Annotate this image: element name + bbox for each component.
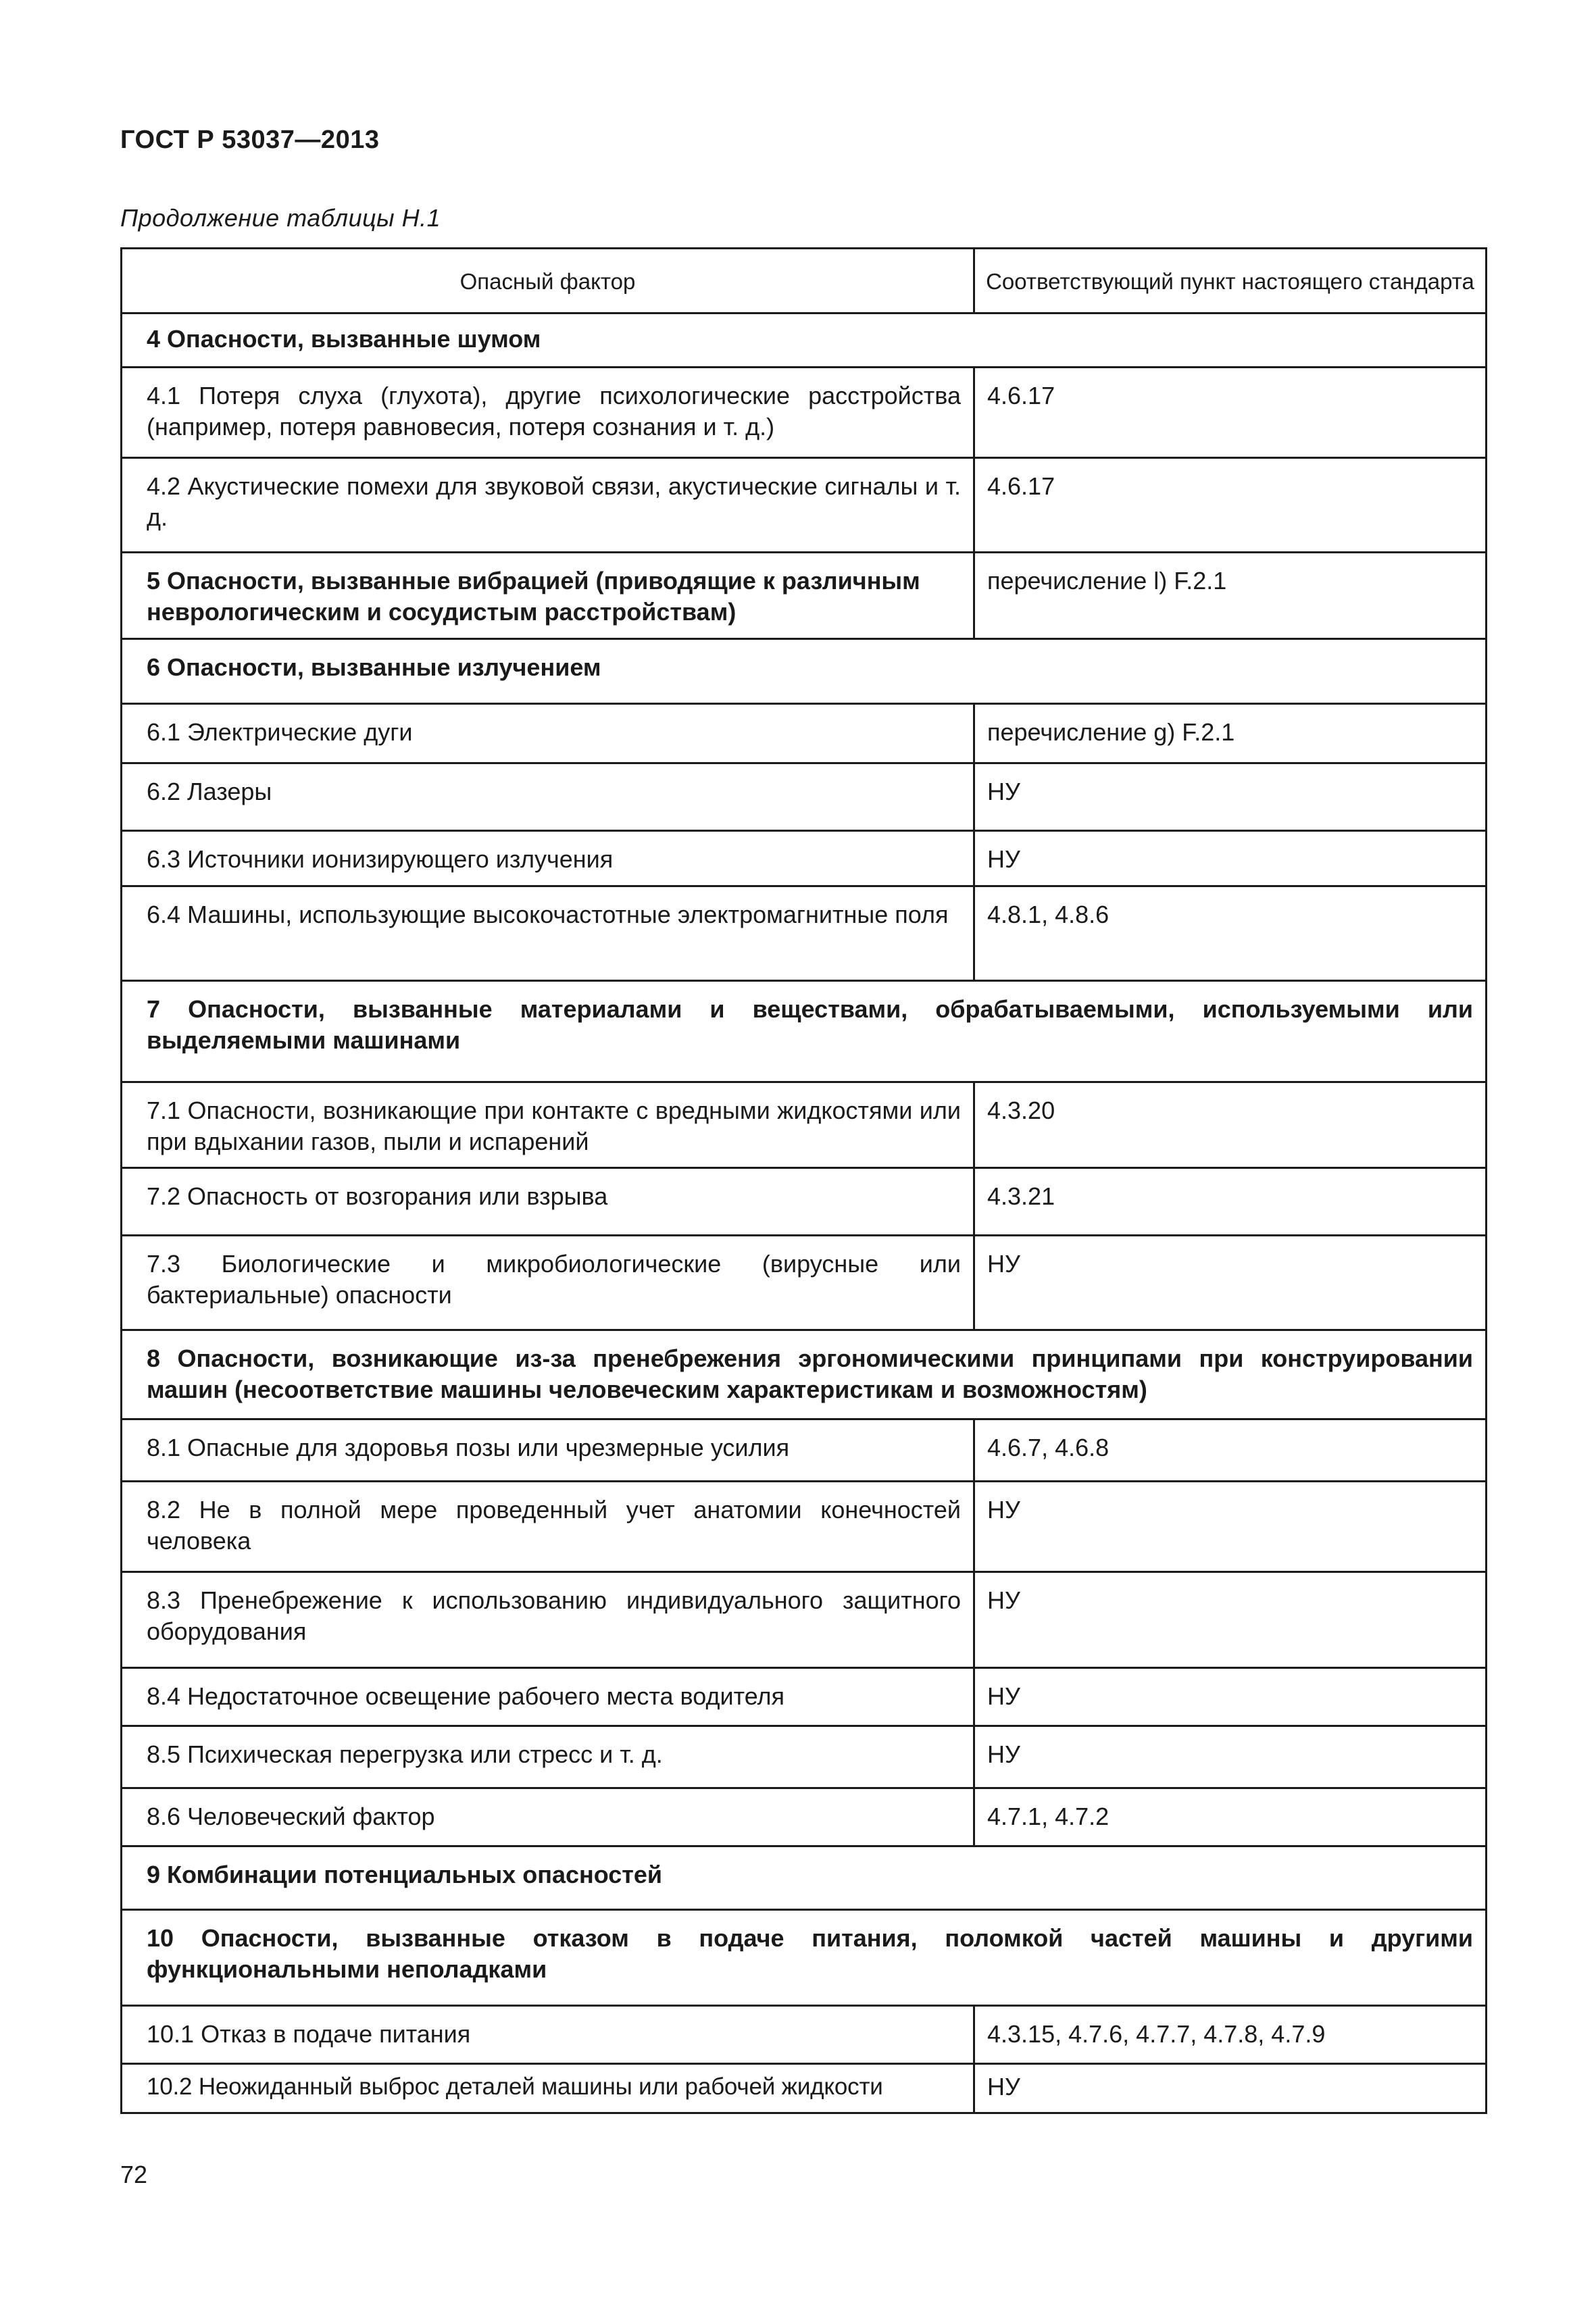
hazard-cell: 6.1 Электрические дуги [122,704,974,763]
reference-cell: НУ [974,763,1487,831]
section-title: 4 Опасности, вызванные шумом [122,313,1487,368]
hazard-cell: 7.2 Опасность от возгорания или взрыва [122,1168,974,1236]
hazard-cell: 8.2 Не в полной мере проведенный учет анатомии конечностей человека [122,1482,974,1572]
table-section-row [122,313,1487,368]
hazard-cell: 10.1 Отказ в подаче питания [122,2006,974,2064]
reference-cell: НУ [974,1726,1487,1788]
table-section-row [122,1846,1487,1910]
table-header-row [122,249,1487,313]
table-row [122,2064,1487,2113]
table-row [122,704,1487,763]
table-row [122,831,1487,886]
reference-cell: 4.3.15, 4.7.6, 4.7.7, 4.7.8, 4.7.9 [974,2006,1487,2064]
section-title: 6 Опасности, вызванные излучением [122,639,1487,704]
table-row [122,1482,1487,1572]
reference-cell: НУ [974,1572,1487,1668]
reference-cell: перечисление g) F.2.1 [974,704,1487,763]
reference-cell: НУ [974,1668,1487,1726]
column-header-reference: Соответствующий пункт настоящего стандарта [974,249,1487,313]
table-row [122,1668,1487,1726]
reference-cell: НУ [974,2064,1487,2113]
table-row [122,368,1487,458]
hazard-cell: 6.4 Машины, использующие высокочастотные электромагнитные поля [122,886,974,981]
table-row [122,1082,1487,1168]
hazard-cell: 8.3 Пренебрежение к использованию индивидуального защитного оборудования [122,1572,974,1668]
reference-cell: 4.6.7, 4.6.8 [974,1419,1487,1482]
table-row [122,1236,1487,1330]
hazard-cell: 8.5 Психическая перегрузка или стресс и т. д. [122,1726,974,1788]
table-caption: Продолжение таблицы Н.1 [120,204,441,232]
reference-cell: НУ [974,1482,1487,1572]
hazard-cell: 4.1 Потеря слуха (глухота), другие психологические расстройства (например, потеря равновесия, потеря сознания и т. д.) [122,368,974,458]
table-section-row [122,981,1487,1082]
hazard-cell: 7.1 Опасности, возникающие при контакте с вредными жидкостями или при вдыхании газов, пыли и испарений [122,1082,974,1168]
hazard-cell: 6.3 Источники ионизирующего излучения [122,831,974,886]
table-row [122,763,1487,831]
reference-cell: 4.6.17 [974,458,1487,553]
table-row [122,1419,1487,1482]
reference-cell: 4.8.1, 4.8.6 [974,886,1487,981]
table-section-row [122,553,1487,639]
table-row [122,458,1487,553]
hazard-cell: 7.3 Биологические и микробиологические (вирусные или бактериальные) опасности [122,1236,974,1330]
reference-cell: 4.7.1, 4.7.2 [974,1788,1487,1846]
document-code: ГОСТ Р 53037—2013 [120,126,380,154]
table-row [122,2006,1487,2064]
table-row [122,1572,1487,1668]
table-section-row [122,639,1487,704]
reference-cell: перечисление l) F.2.1 [974,553,1487,639]
table-section-row [122,1910,1487,2006]
hazard-cell: 8.4 Недостаточное освещение рабочего места водителя [122,1668,974,1726]
column-header-hazard: Опасный фактор [122,249,974,313]
table-row [122,1726,1487,1788]
section-title: 8 Опасности, возникающие из-за пренебрежения эргономическими принципами при конструировании машин (несоответствие машины человеческим характеристикам и возможностям) [122,1330,1487,1419]
hazard-cell: 6.2 Лазеры [122,763,974,831]
hazard-table [120,247,1487,2114]
section-title: 5 Опасности, вызванные вибрацией (приводящие к различным неврологическим и сосудистым расстройствам) [122,553,974,639]
reference-cell: 4.6.17 [974,368,1487,458]
reference-cell: НУ [974,831,1487,886]
reference-cell: 4.3.21 [974,1168,1487,1236]
section-title: 10 Опасности, вызванные отказом в подаче питания, поломкой частей машины и другими функциональными неполадками [122,1910,1487,2006]
page-number: 72 [120,2161,148,2188]
section-title: 7 Опасности, вызванные материалами и веществами, обрабатываемыми, используемыми или выделяемыми машинами [122,981,1487,1082]
reference-cell: НУ [974,1236,1487,1330]
table-row [122,1788,1487,1846]
reference-cell: 4.3.20 [974,1082,1487,1168]
hazard-cell: 8.6 Человеческий фактор [122,1788,974,1846]
hazard-cell: 10.2 Неожиданный выброс деталей машины или рабочей жидкости [122,2064,974,2113]
table-row [122,886,1487,981]
hazard-cell: 8.1 Опасные для здоровья позы или чрезмерные усилия [122,1419,974,1482]
section-title: 9 Комбинации потенциальных опасностей [122,1846,1487,1910]
table-row [122,1168,1487,1236]
table-section-row [122,1330,1487,1419]
hazard-cell: 4.2 Акустические помехи для звуковой связи, акустические сигналы и т. д. [122,458,974,553]
